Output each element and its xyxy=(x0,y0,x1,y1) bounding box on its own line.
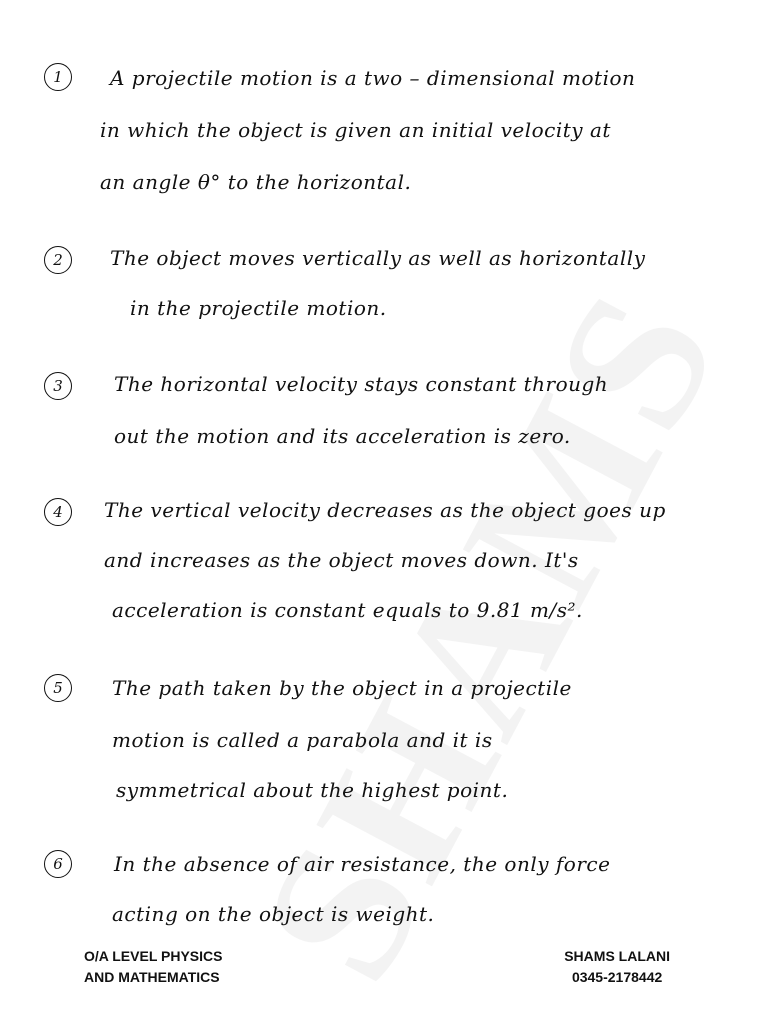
note-line: in the projectile motion. xyxy=(130,296,387,320)
note-line: motion is called a parabola and it is xyxy=(112,728,493,752)
note-number: 1 xyxy=(44,63,72,91)
note-number: 6 xyxy=(44,850,72,878)
note-line: The object moves vertically as well as horizontally xyxy=(110,246,646,270)
note-line: acceleration is constant equals to 9.81 m/s². xyxy=(112,598,583,622)
note-line: The path taken by the object in a projectile xyxy=(112,676,572,700)
note-line: The vertical velocity decreases as the object goes up xyxy=(104,498,666,522)
footer-author-name: SHAMS LALANI xyxy=(564,948,670,964)
note-line: symmetrical about the highest point. xyxy=(116,778,509,802)
note-number: 5 xyxy=(44,674,72,702)
note-line: in which the object is given an initial velocity at xyxy=(100,118,611,142)
footer-right xyxy=(564,946,670,988)
note-line: In the absence of air resistance, the only force xyxy=(114,852,611,876)
note-line: an angle θ° to the horizontal. xyxy=(100,170,412,194)
note-line: out the motion and its acceleration is zero. xyxy=(114,424,571,448)
note-number: 2 xyxy=(44,246,72,274)
note-line: acting on the object is weight. xyxy=(112,902,435,926)
note-number: 4 xyxy=(44,498,72,526)
footer-phone-number: 0345-2178442 xyxy=(571,969,663,985)
footer-subject-line-2: AND MATHEMATICS xyxy=(84,969,220,985)
footer-left xyxy=(84,946,222,988)
note-line: A projectile motion is a two – dimensional motion xyxy=(110,66,636,90)
note-line: and increases as the object moves down. It's xyxy=(104,548,579,572)
footer-subject-line-1: O/A LEVEL PHYSICS xyxy=(84,948,223,964)
note-number: 3 xyxy=(44,372,72,400)
note-line: The horizontal velocity stays constant through xyxy=(114,372,609,396)
